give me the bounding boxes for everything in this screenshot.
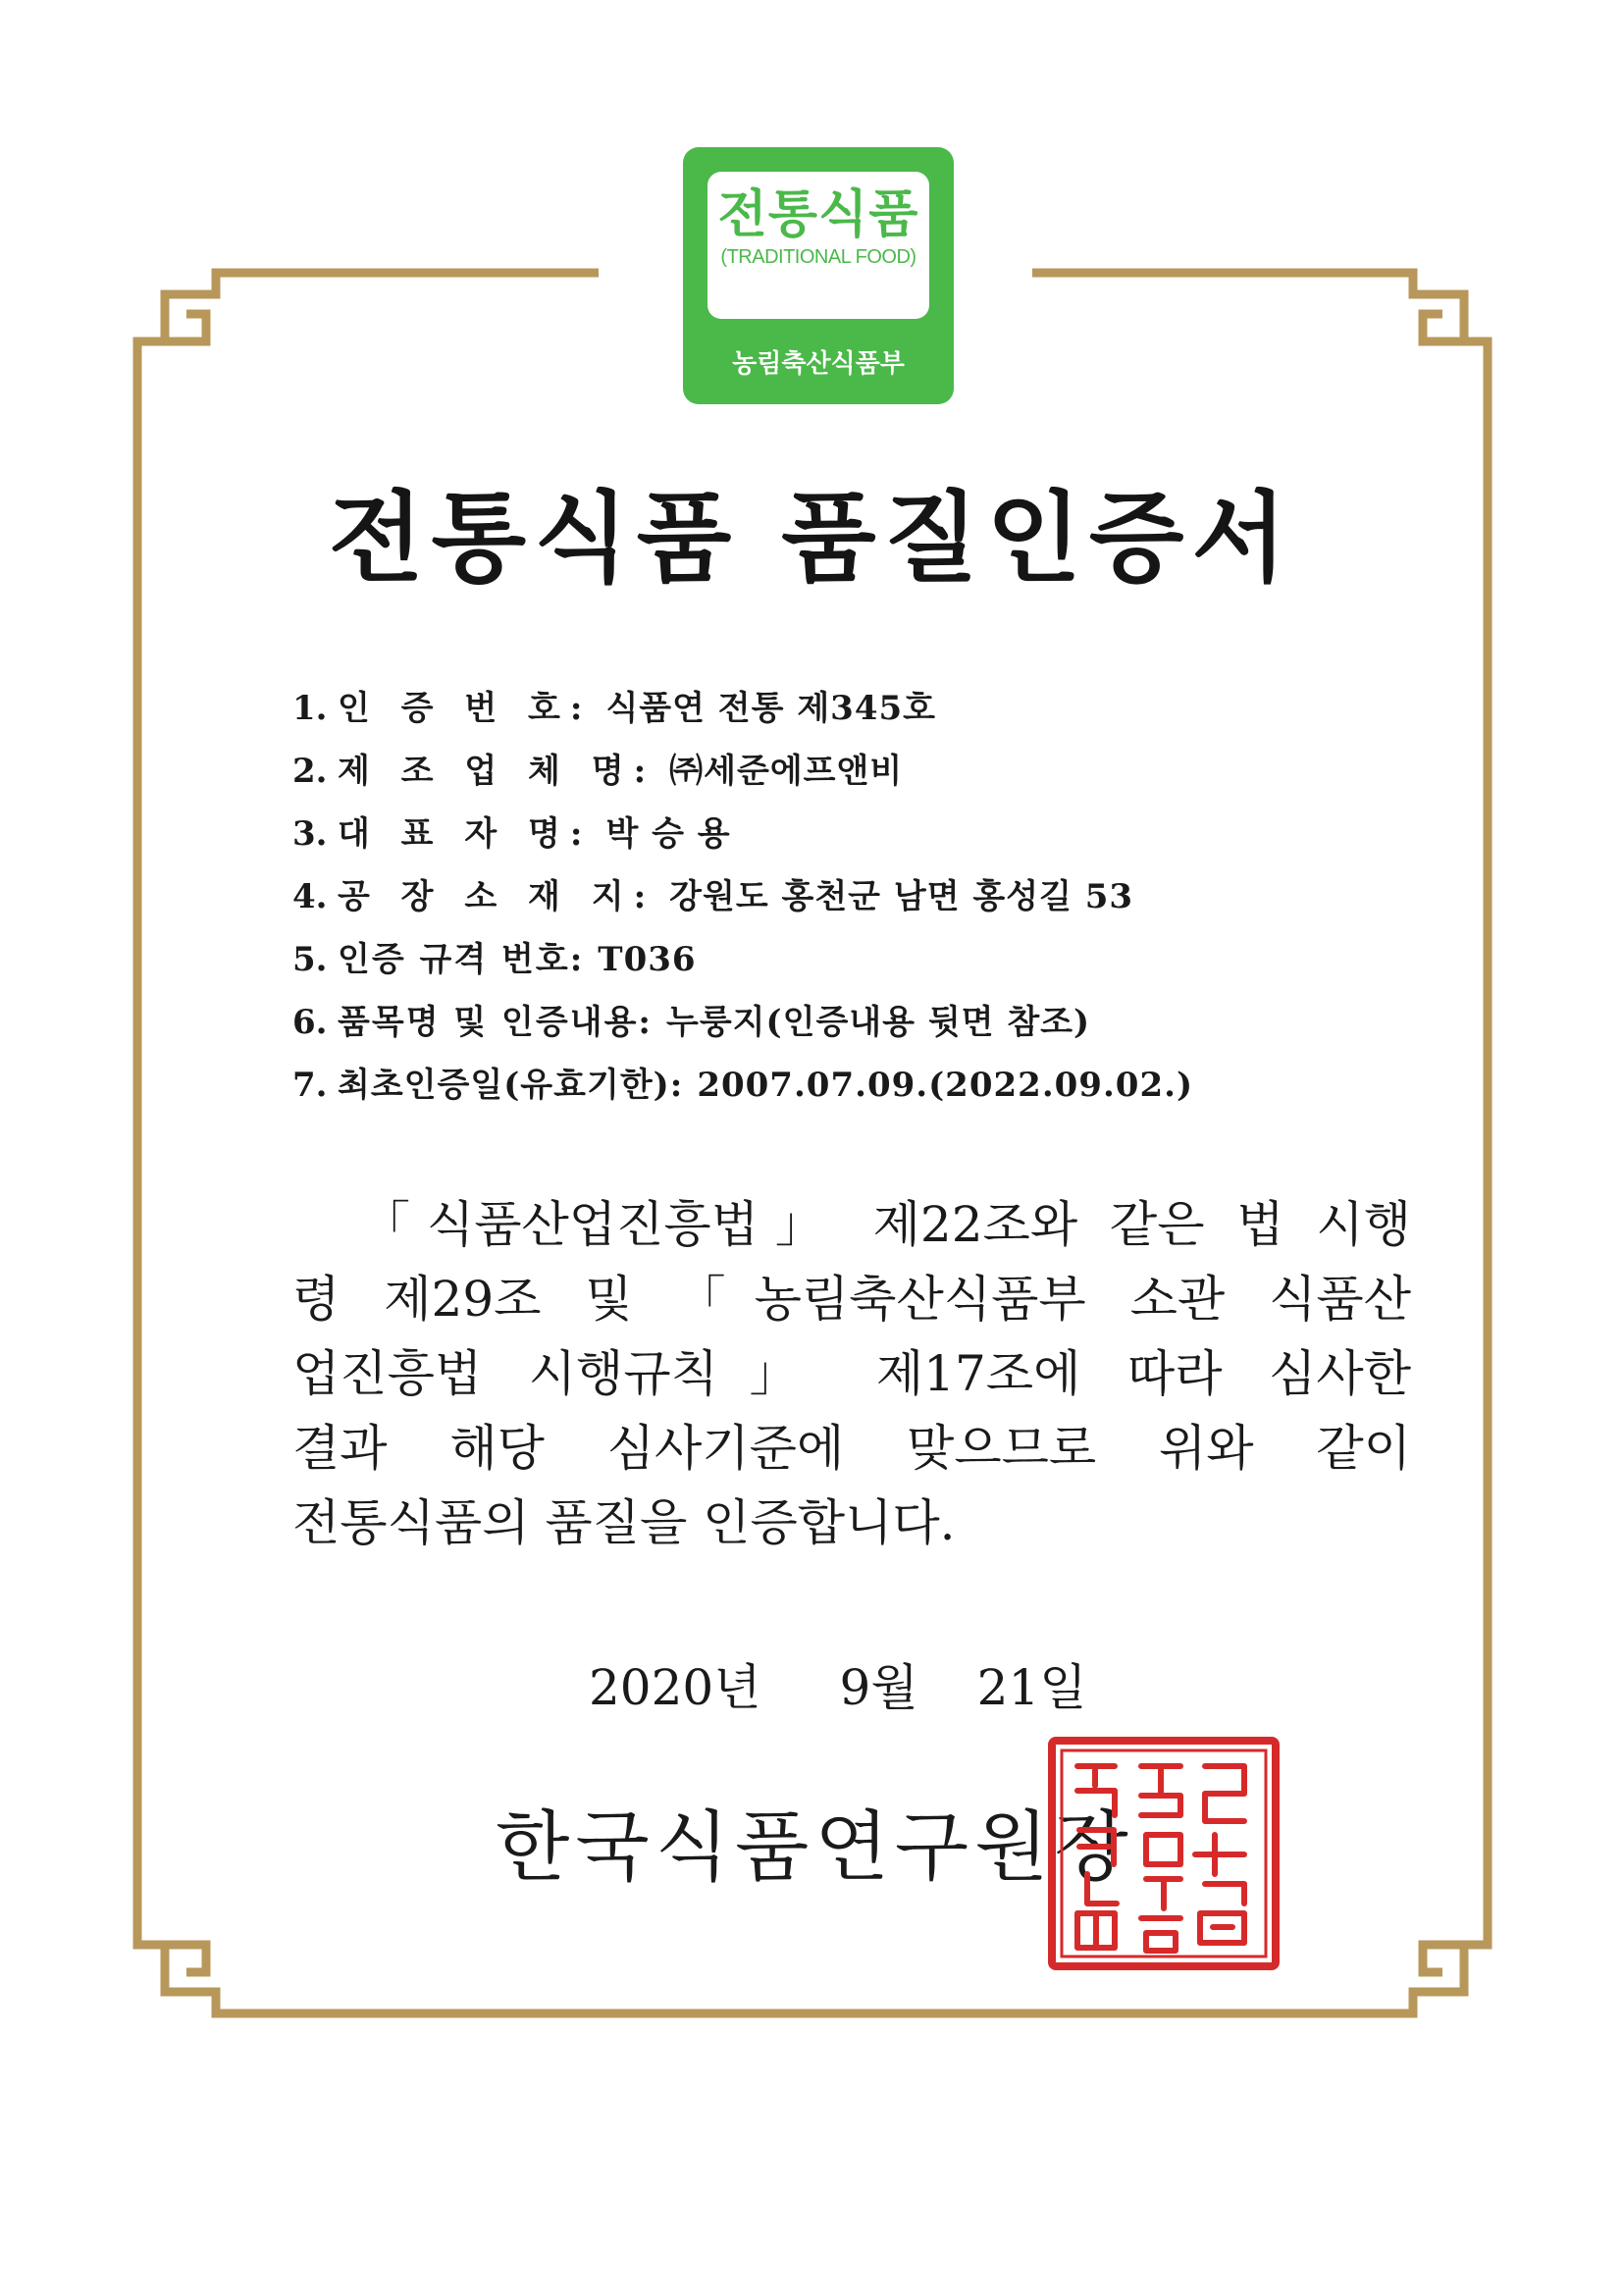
statement-line: 업진흥법 시행규칙」 제17조에 따라 심사한: [292, 1345, 1411, 1402]
detail-num: 3.: [292, 814, 328, 854]
issuer-name: 한국식품연구원장: [496, 1803, 1134, 1892]
official-seal-icon: [1048, 1737, 1280, 1970]
traditional-food-badge: [683, 147, 954, 404]
detail-label: 인증 규격 번호:: [338, 940, 585, 979]
badge-title: 전통식품: [717, 185, 919, 244]
badge-inner-panel: [707, 172, 929, 319]
detail-num: 1.: [292, 689, 328, 728]
detail-label: 인 증 번 호:: [338, 689, 593, 728]
detail-num: 7.: [292, 1066, 328, 1105]
detail-value: ㈜세준에프앤비: [669, 752, 904, 791]
detail-label: 공 장 소 재 지:: [338, 877, 656, 916]
detail-num: 2.: [292, 752, 328, 791]
certification-statement: [292, 1187, 1411, 1560]
badge-subtitle: (TRADITIONAL FOOD): [720, 246, 916, 268]
detail-label: 제 조 업 체 명:: [338, 752, 656, 791]
issue-day: 21일: [976, 1659, 1087, 1716]
detail-value: 2007.07.09.(2022.09.02.): [697, 1066, 1194, 1105]
detail-row-factory-address: [292, 865, 1193, 928]
detail-label: 품목명 및 인증내용:: [338, 1003, 653, 1042]
detail-row-initial-date: [292, 1054, 1193, 1117]
statement-line: 전통식품의 품질을 인증합니다.: [292, 1494, 956, 1551]
statement-line: 결과 해당 심사기준에 맞으므로 위와 같이: [292, 1420, 1411, 1477]
detail-row-cert-number: [292, 677, 1193, 740]
detail-value: 누룽지(인증내용 뒷면 참조): [665, 1003, 1091, 1042]
issue-month: 9월: [839, 1659, 918, 1716]
certificate-details: [292, 677, 1193, 1117]
detail-num: 5.: [292, 940, 328, 979]
detail-row-manufacturer: [292, 740, 1193, 803]
issue-year: 2020년: [589, 1659, 761, 1716]
detail-label: 대 표 자 명:: [338, 814, 593, 854]
detail-value: 강원도 홍천군 남면 홍성길 53: [669, 877, 1134, 916]
certificate-title: 전통식품 품질인증서: [328, 480, 1295, 596]
detail-label: 최초인증일(유효기한):: [338, 1066, 684, 1105]
badge-ministry: 농림축산식품부: [732, 349, 905, 379]
detail-row-standard-number: [292, 928, 1193, 991]
detail-value: 박 승 용: [605, 814, 731, 854]
detail-value: 식품연 전통 제345호: [605, 689, 936, 728]
issue-date: [589, 1648, 1087, 1719]
detail-row-product: [292, 991, 1193, 1054]
detail-num: 6.: [292, 1003, 328, 1042]
detail-num: 4.: [292, 877, 328, 916]
statement-line: 령 제29조 및 「농림축산식품부 소관 식품산: [292, 1271, 1411, 1328]
detail-value: T036: [598, 940, 697, 979]
detail-row-representative: [292, 803, 1193, 865]
statement-line: 「식품산업진흥법」 제22조와 같은 법 시행: [361, 1196, 1411, 1253]
